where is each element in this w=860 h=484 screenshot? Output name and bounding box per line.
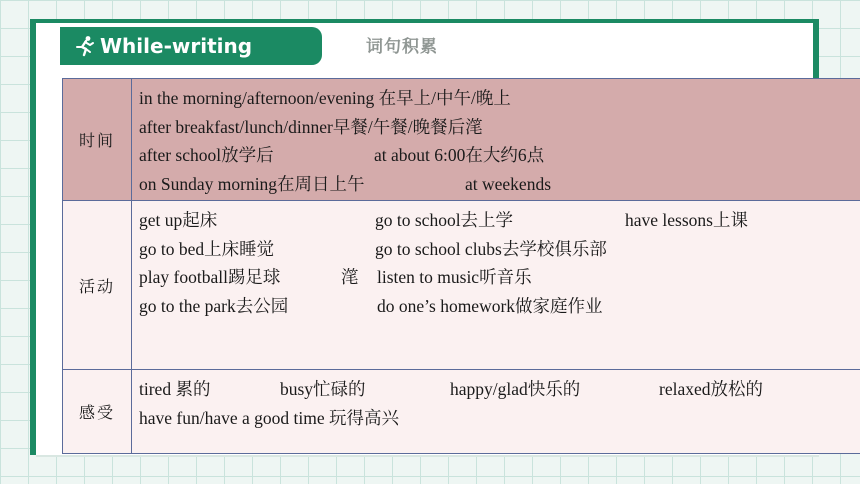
activity-line-3: [139, 263, 860, 292]
row-label-activity: 活动: [63, 201, 132, 370]
activity-line-2: [139, 235, 860, 264]
phrase: play football踢足球: [139, 267, 281, 287]
row-content-feeling: [132, 370, 860, 454]
row-label-time: 时间: [63, 79, 132, 201]
phrase: go to school clubs去学校俱乐部: [375, 238, 607, 259]
phrase: go to school去上学: [375, 210, 514, 230]
feeling-line-2: [139, 404, 860, 433]
phrase: busy忙碌的: [280, 379, 366, 399]
row-label-feeling: 感受: [63, 370, 132, 454]
row-content-time: [132, 79, 860, 201]
phrase: go to bed上床睡觉: [139, 238, 275, 259]
section-tab: [60, 27, 322, 65]
phrase: after school放学后: [139, 145, 274, 165]
card-bottom-divider: [36, 455, 819, 457]
time-line-3: [139, 141, 860, 170]
phrase: relaxed放松的: [659, 379, 763, 399]
activity-line-4: [139, 292, 860, 321]
phrase: on Sunday morning在周日上午: [139, 173, 365, 194]
card-edge-accent: [813, 19, 819, 79]
time-line-2: [139, 113, 860, 142]
runner-icon: [74, 35, 96, 57]
phrase: at weekends: [465, 173, 552, 194]
phrase: go to the park去公园: [139, 295, 289, 316]
time-line-4: [139, 170, 860, 199]
vocabulary-table: [62, 78, 860, 454]
section-title: While-writing: [100, 34, 253, 58]
row-content-activity: [132, 201, 860, 370]
phrase: listen to music听音乐: [377, 267, 532, 287]
section-subtitle: 词句积累: [366, 37, 438, 57]
phrase: tired 累的: [139, 379, 211, 399]
phrase: 滗: [341, 267, 359, 287]
phrase: have lessons上课: [625, 210, 748, 230]
time-line-1: [139, 84, 860, 113]
phrase: have fun/have a good time 玩得高兴: [139, 407, 400, 428]
table-row-activity: [63, 201, 860, 370]
table-row-feeling: [63, 370, 860, 454]
feeling-line-1: [139, 375, 860, 404]
phrase: after breakfast/lunch/dinner早餐/午餐/晚餐后滗: [139, 116, 483, 137]
phrase: get up起床: [139, 210, 218, 230]
activity-line-1: [139, 206, 860, 235]
phrase: happy/glad快乐的: [450, 379, 581, 399]
phrase: at about 6:00在大约6点: [374, 145, 545, 165]
table-row-time: [63, 79, 860, 201]
phrase: do one’s homework做家庭作业: [377, 295, 603, 316]
phrase: in the morning/afternoon/evening 在早上/中午/晚上: [139, 88, 511, 108]
